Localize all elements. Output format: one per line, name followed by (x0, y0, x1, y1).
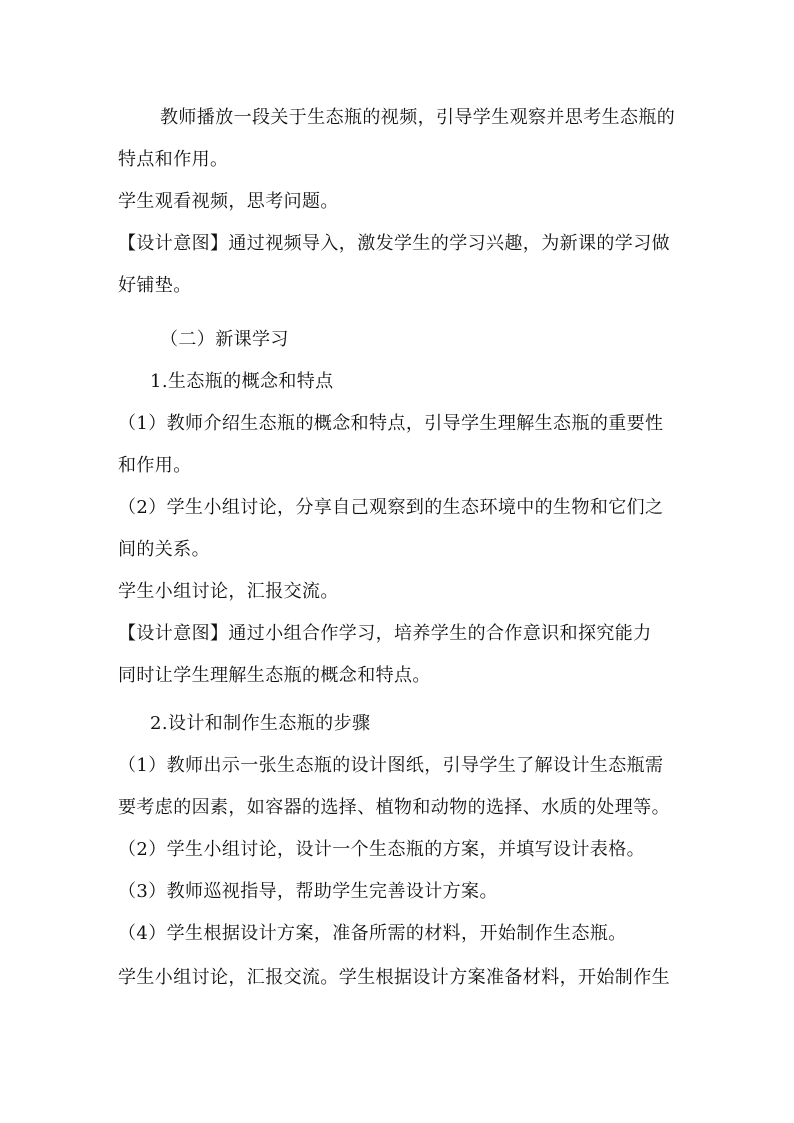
paragraph-line: 特点和作用。 (118, 149, 229, 170)
design-intent-line: 【设计意图】通过小组合作学习，培养学生的合作意识和探究能力 (118, 623, 652, 644)
paragraph-line: 同时让学生理解生态瓶的概念和特点。 (118, 665, 431, 686)
section-heading: （二）新课学习 (160, 329, 289, 350)
numbered-item: （2）学生小组讨论，设计一个生态瓶的方案，并填写设计表格。 (118, 839, 646, 860)
paragraph-line: 学生观看视频，思考问题。 (118, 191, 339, 212)
subsection-heading: 1.生态瓶的概念和特点 (150, 371, 334, 392)
paragraph-line: 好铺垫。 (118, 275, 192, 296)
numbered-item: （1）教师介绍生态瓶的概念和特点，引导学生理解生态瓶的重要性 (118, 413, 664, 434)
paragraph-line: 要考虑的因素，如容器的选择、植物和动物的选择、水质的处理等。 (118, 797, 670, 818)
paragraph-line: 学生小组讨论，汇报交流。学生根据设计方案准备材料，开始制作生 (118, 967, 670, 988)
paragraph-line: 教师播放一段关于生态瓶的视频，引导学生观察并思考生态瓶的 (160, 107, 676, 128)
numbered-item: （1）教师出示一张生态瓶的设计图纸，引导学生了解设计生态瓶需 (118, 755, 664, 776)
numbered-item: （4）学生根据设计方案，准备所需的材料，开始制作生态瓶。 (118, 923, 627, 944)
paragraph-line: 和作用。 (118, 455, 192, 476)
design-intent-line: 【设计意图】通过视频导入，激发学生的学习兴趣，为新课的学习做 (118, 233, 670, 254)
numbered-item: （3）教师巡视指导，帮助学生完善设计方案。 (118, 881, 498, 902)
numbered-item: （2）学生小组讨论，分享自己观察到的生态环境中的生物和它们之 (118, 497, 664, 518)
paragraph-line: 间的关系。 (118, 539, 210, 560)
paragraph-line: 学生小组讨论，汇报交流。 (118, 581, 339, 602)
subsection-heading: 2.设计和制作生态瓶的步骤 (150, 713, 371, 734)
